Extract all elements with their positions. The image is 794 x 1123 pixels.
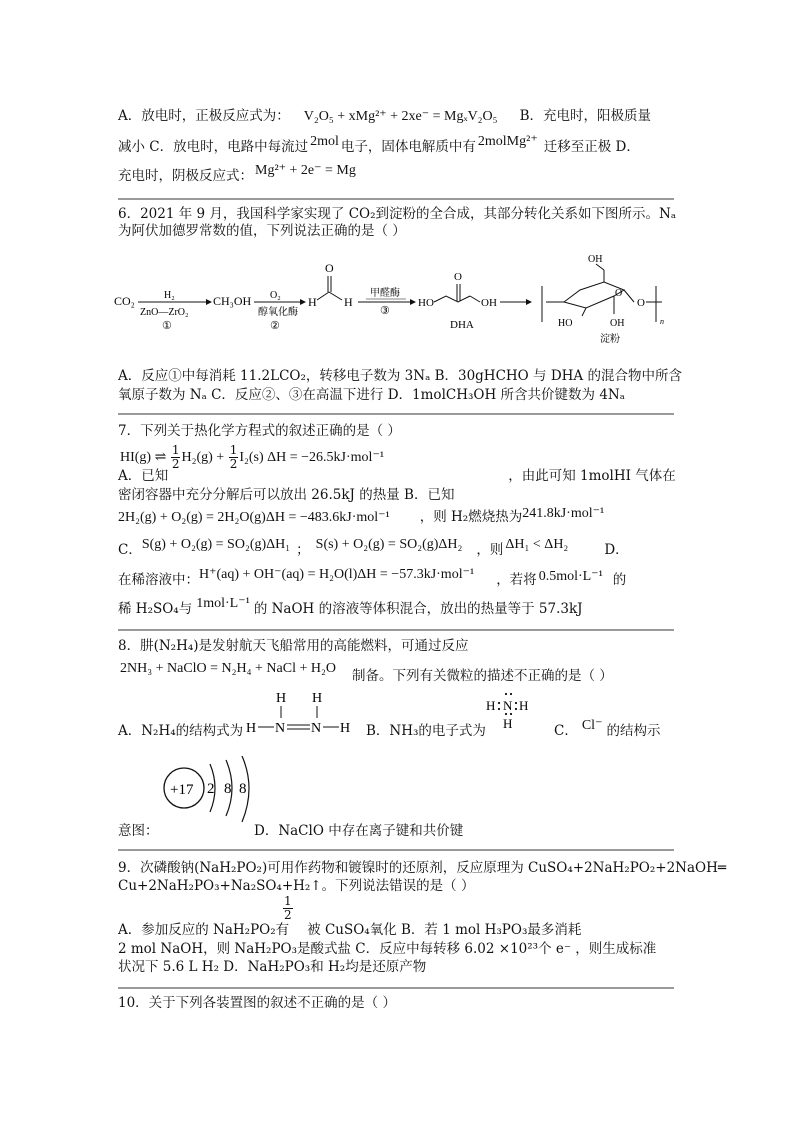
q8-stem-2: 2NH₃ + NaClO = N₂H₄ + NaCl + H₂O 制备。下列有关微粒的描述不正确的是（ ） [120, 661, 613, 684]
svg-text:O: O [637, 297, 645, 309]
separator [118, 987, 674, 989]
q5-equation-a: V₂O₅ + xMg²⁺ + 2xe⁻ = MgₓV₂O₅ [303, 109, 498, 124]
q5-line-3: 充电时，阴极反应式： Mg²⁺ + 2e⁻ = Mg [118, 163, 356, 184]
svg-text:③: ③ [380, 305, 390, 317]
svg-text:甲醛酶: 甲醛酶 [370, 288, 400, 299]
svg-text:H: H [519, 698, 529, 713]
q7-stem: 7．下列关于热化学方程式的叙述正确的是（ ） [118, 423, 401, 439]
svg-text:H: H [312, 691, 323, 706]
q5-option-c: 减小 C．放电时，电路中每流过 [118, 139, 309, 155]
q9-options-3: 状况下 5.6 L H₂ D．NaH₂PO₃和 H₂均是还原产物 [118, 959, 427, 975]
q9-stem-2: Cu+2NaH₂PO₃+Na₂SO₄+H₂↑。下列说法错误的是（ ） [118, 878, 475, 894]
svg-text:O₂: O₂ [270, 290, 281, 301]
q7-equation-b: 2H₂(g) + O₂(g) = 2H₂O(g)ΔH = −483.6kJ·mol⁻¹ [118, 510, 390, 525]
q6-stem-2: 为阿伏加德罗常数的值，下列说法正确的是（ ） [118, 223, 406, 239]
q6-stem: 6．2021 年 9 月，我国科学家实现了 CO₂到淀粉的全合成，其部分转化关系如下图所示。Nₐ [118, 206, 677, 222]
q9-options-2: 2 mol NaOH，则 NaH₂PO₃是酸式盐 C．反应中每转移 6.02 ×10²³个 e⁻ ，则生成标准 [118, 941, 657, 957]
q7-option-d: D． [604, 542, 629, 558]
q8-option-b: B．NH₃的电子式为 [366, 723, 486, 739]
q7-line-d: 在稀溶液中：H⁺(aq) + OH⁻(aq) = H₂O(l)ΔH = −57.3kJ·mol⁻¹ ，若将 0.5mol·L⁻¹ 的 [118, 567, 627, 588]
dha-label: DHA [450, 319, 474, 331]
q8-option-c: C． Cl⁻ 的结构示 [554, 718, 661, 739]
q5-option-a: A．放电时，正极反应式为： [118, 108, 290, 124]
svg-text:醇氧化酶: 醇氧化酶 [258, 307, 298, 318]
svg-text:H: H [503, 716, 513, 731]
svg-text:ZnO—ZrO₂: ZnO—ZrO₂ [140, 307, 189, 318]
q9-fraction: $\frac{1}{2}$ [284, 894, 292, 922]
q7-equation-a: HI(g) ⇌ $\frac{1}{2}$ H₂(g) + $\frac{1}{2}$ I₂(s) ΔH = −26.5kJ·mol⁻¹ [120, 443, 385, 471]
svg-text:②: ② [270, 320, 280, 332]
q5-line-2: 减小 C．放电时，电路中每流过 2mol 电子，固体电解质中有 2molMg²⁺ 迁移至正极 D． [118, 134, 640, 155]
q8-stem: 8．肼(N₂H₄)是发射航天飞船常用的高能燃料，可通过反应 [118, 638, 469, 654]
q9-stem: 9．次磷酸钠(NaH₂PO₂)可用作药物和镀镍时的还原剂，反应原理为 CuSO₄+2NaH₂PO₂+2NaOH═ [118, 860, 727, 876]
q5-line-1 [118, 107, 651, 126]
svg-text:OH: OH [481, 297, 497, 309]
svg-text:H: H [308, 295, 317, 309]
svg-text:H: H [276, 691, 287, 706]
q6-options-2: 氧原子数为 Nₐ C．反应②、③在高温下进行 D．1molCH₃OH 所含共价键数为 4Nₐ [118, 387, 625, 403]
separator [118, 198, 674, 200]
co2-label: CO₂ [114, 294, 135, 308]
q8-option-a: A．N₂H₄的结构式为 [118, 723, 244, 739]
shell-2: 8 [224, 781, 232, 797]
starch-label: 淀粉 [600, 334, 620, 345]
q8-option-c-cont: 意图： [118, 823, 159, 839]
q9-options-1: A．参加反应的 NaH₂PO₂有 被 CuSO₄氧化 B．若 1 mol H₃PO₃最多消耗 [118, 922, 582, 938]
n2h4-structural-formula [246, 686, 366, 742]
nucleus-charge: +17 [170, 782, 194, 798]
q7-line-c: C．S(g) + O₂(g) = SO₂(g)ΔH₁ ； S(s) + O₂(g) = SO₂(g)ΔH₂ ，则 ΔH₁ < ΔH₂ D． [118, 537, 629, 558]
q5-option-d: 迁移至正极 D． [543, 139, 640, 155]
svg-text:O: O [615, 288, 623, 299]
q7-line-b2: 2H₂(g) + O₂(g) = 2H₂O(g)ΔH = −483.6kJ·mol⁻¹ ，则 H₂燃烧热为241.8kJ·mol⁻¹ [118, 506, 605, 525]
q5-option-b: B．充电时，阳极质量 [519, 108, 651, 124]
q7-line-a: A．已知 ，由此可知 1molHI 气体在 [118, 468, 676, 484]
separator [118, 629, 674, 631]
svg-text:H: H [344, 295, 353, 309]
svg-text:H: H [340, 721, 351, 736]
q7-line-b: 密闭容器中充分分解后可以放出 26.5kJ 的热量 B．已知 [118, 487, 455, 503]
q8-option-d: D．NaClO 中存在离子键和共价键 [254, 823, 464, 839]
q6-synthesis-scheme [114, 250, 674, 350]
q6-options-1: A．反应①中每消耗 11.2LCO₂，转移电子数为 3Nₐ B．30gHCHO 与 DHA 的混合物中所含 [118, 368, 682, 384]
svg-text:O: O [325, 261, 334, 275]
svg-text:N: N [275, 721, 286, 736]
nh3-electron-formula [482, 686, 542, 732]
q7-line-d2: 稀 H₂SO₄与 1mol·L⁻¹ 的 NaOH 的溶液等体积混合，放出的热量等于 57.3kJ [118, 596, 583, 617]
cl-ion-structure-diagram [158, 756, 288, 826]
svg-text:HO: HO [558, 318, 573, 329]
q7-option-a: A．已知 [118, 468, 169, 484]
q7-option-c: C． [118, 542, 142, 558]
svg-text:OH: OH [610, 318, 625, 329]
separator [118, 849, 674, 851]
svg-text:H: H [246, 721, 257, 736]
svg-text:HO: HO [418, 297, 434, 309]
svg-text:N: N [503, 698, 513, 713]
shell-3: 8 [239, 781, 247, 797]
q5-equation-d: Mg²⁺ + 2e⁻ = Mg [255, 163, 356, 178]
shell-1: 2 [207, 781, 215, 797]
svg-text:O: O [454, 271, 462, 283]
svg-text:H: H [486, 698, 496, 713]
svg-text:N: N [311, 721, 322, 736]
separator [118, 413, 674, 415]
q8-equation: 2NH₃ + NaClO = N₂H₄ + NaCl + H₂O [120, 661, 336, 676]
svg-text:①: ① [162, 320, 172, 332]
q10-stem: 10．关于下列各装置图的叙述不正确的是（ ） [118, 995, 396, 1011]
svg-text:H₂: H₂ [164, 290, 175, 301]
ch3oh-label: CH₃OH [213, 294, 252, 308]
svg-text:n: n [660, 317, 664, 326]
svg-text:OH: OH [588, 254, 603, 265]
